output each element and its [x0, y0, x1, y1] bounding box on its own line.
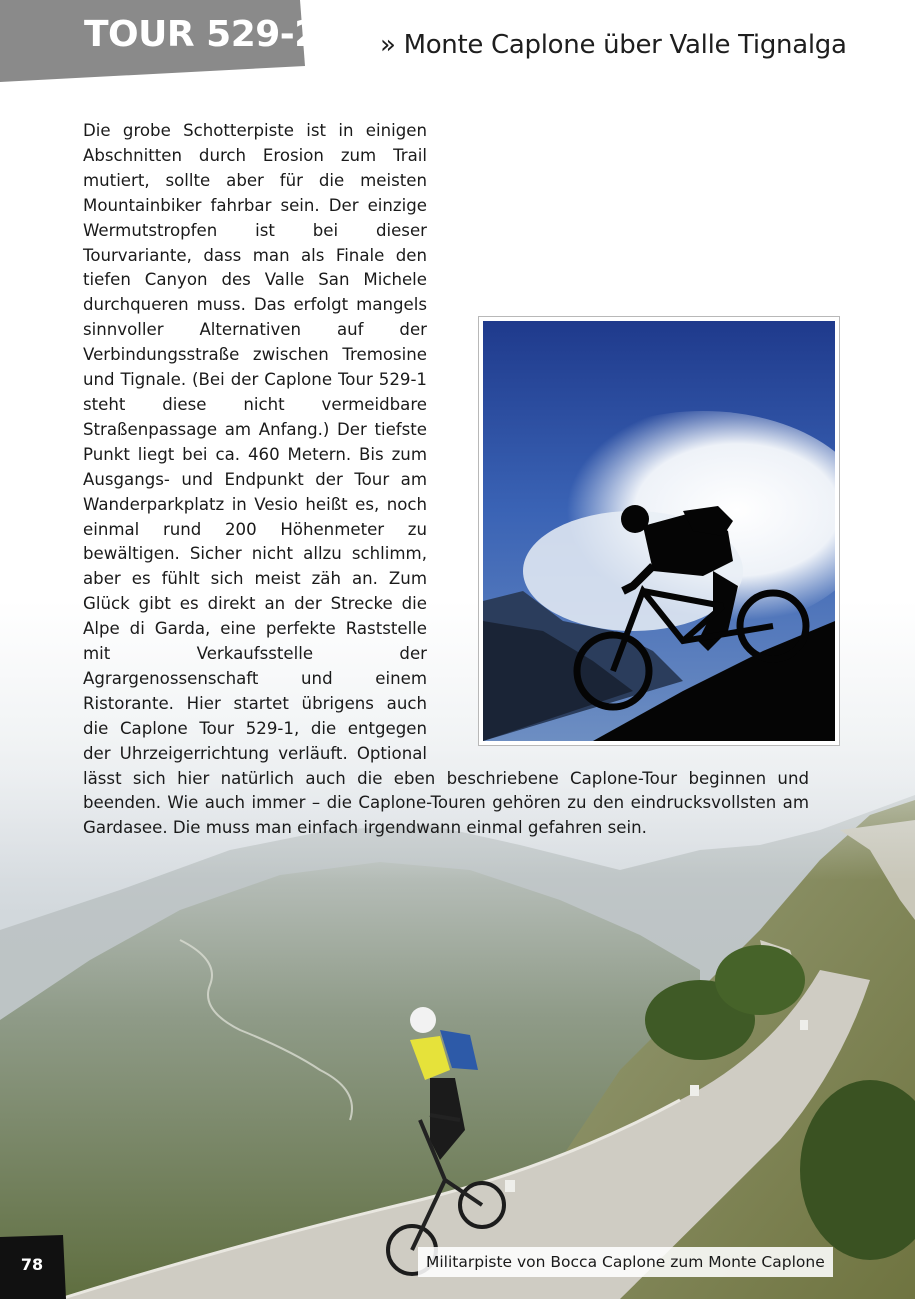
- inset-photo-frame: [478, 316, 840, 746]
- page-number-block: [0, 1235, 66, 1299]
- tour-number: TOUR 529-2: [84, 14, 319, 55]
- biker-silhouette-photo: [483, 321, 835, 741]
- body-paragraph: Die grobe Schotterpiste ist in einigen Abschnitten durch Erosion zum Trail mutiert, sollte aber für die meisten Mountainbiker fahrbar sein. Der einzige Wermutstropfen ist bei dieser Tourvariante, dass man als Finale den tiefen Canyon des Valle San Michele durchqueren muss. Das erfolgt mangels sinnvoller Alternativen auf der Verbindungsstraße zwischen Tremosine und Tignale. (Bei der Caplone Tour 529-1 steht diese nicht vermeidbare Straßenpassage am Anfang.) Der tiefste Punkt liegt bei ca. 460 Metern. Bis zum Ausgangs- und Endpunkt der Tour am Wanderparkplatz in Vesio heißt es, noch einmal rund 200 Höhenmeter zu bewältigen. Sicher nicht allzu schlimm, aber es fühlt sich meist zäh an. Zum Glück gibt es direkt an der Strecke die Alpe di Garda, eine perfekte Raststelle mit Verkaufsstelle der Agrargenossenschaft und einem Ristorante. Hier startet übrigens auch die Caplone Tour 529-1, die entgegen der Uhrzeigerrichtung verläuft. Optional lässt sich hier natürlich auch die eben beschriebene Caplone-Tour beginnen und beenden. Wie auch immer – die Caplone-Touren gehören zu den eindrucksvollsten am Gardasee. Die muss man einfach irgendwann einmal gefahren sein.: [83, 121, 809, 838]
- photo-caption: Militarpiste von Bocca Caplone zum Monte Caplone: [418, 1247, 833, 1277]
- tour-title: » Monte Caplone über Valle Tignalga: [380, 30, 847, 60]
- page-number: 78: [20, 1255, 44, 1274]
- tour-number-tab: [0, 0, 319, 82]
